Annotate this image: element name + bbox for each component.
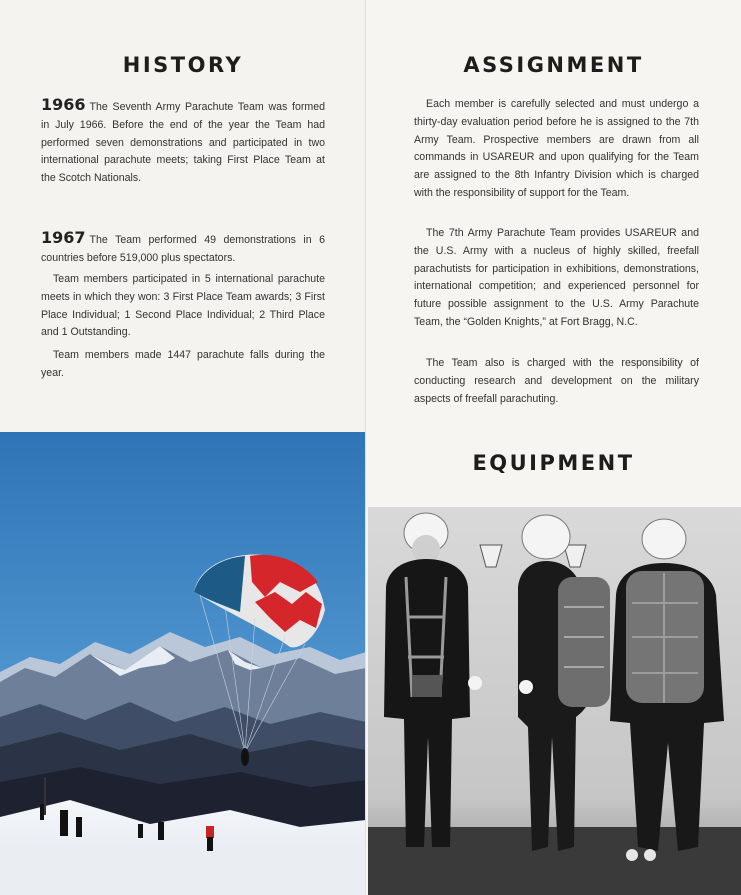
parachutists-equipment-photo	[368, 507, 741, 895]
right-panel	[366, 0, 741, 895]
history-1966-text: The Seventh Army Parachute Team was formed in July 1966. Before the end of the year the Team had performed seven demonstrations and participated in two international parachute meets; taking First Place Team at the Scotch Nationals.	[41, 101, 325, 185]
history-1967-paragraph	[41, 229, 325, 268]
history-1967-text: The Team performed 49 demonstrations in 6 countries before 519,000 plus spectators.	[41, 234, 325, 264]
year-1967-label: 1967	[41, 228, 86, 247]
history-falls-paragraph: Team members made 1447 parachute falls during the year.	[41, 349, 325, 379]
equipment-heading: EQUIPMENT	[472, 451, 635, 475]
left-panel	[0, 0, 366, 895]
history-1966-paragraph	[41, 96, 325, 188]
assignment-paragraph-2: The 7th Army Parachute Team provides USAREUR and the U.S. Army with a nucleus of highly skilled, freefall parachutists for participation in exhibitions, demonstrations, international competition; and experienced personnel for future possible assignment to the U.S. Army Parachute Team, the “Golden Knights,” at Fort Bragg, N.C.	[414, 227, 699, 328]
year-1966-label: 1966	[41, 95, 86, 114]
history-heading: HISTORY	[122, 53, 244, 77]
assignment-paragraph-3: The Team also is charged with the responsibility of conducting research and development on the military aspects of freefall parachuting.	[414, 357, 699, 405]
assignment-paragraph-1: Each member is carefully selected and must undergo a thirty-day evaluation period before he is assigned to the 7th Army Team. Prospective members are drawn from all commands in USAREUR and upon qualifying for the Team are assigned to the 8th Infantry Division which is charged with the responsibility of support for the Team.	[414, 98, 699, 199]
assignment-heading: ASSIGNMENT	[463, 53, 644, 77]
parachute-over-mountains-photo	[0, 432, 366, 895]
history-meets-paragraph: Team members participated in 5 international parachute meets in which they won: 3 First Place Team awards; 3 First Place Individual; 1 Second Place Individual; 2 Third Place and 1 Outstanding.	[41, 273, 325, 339]
